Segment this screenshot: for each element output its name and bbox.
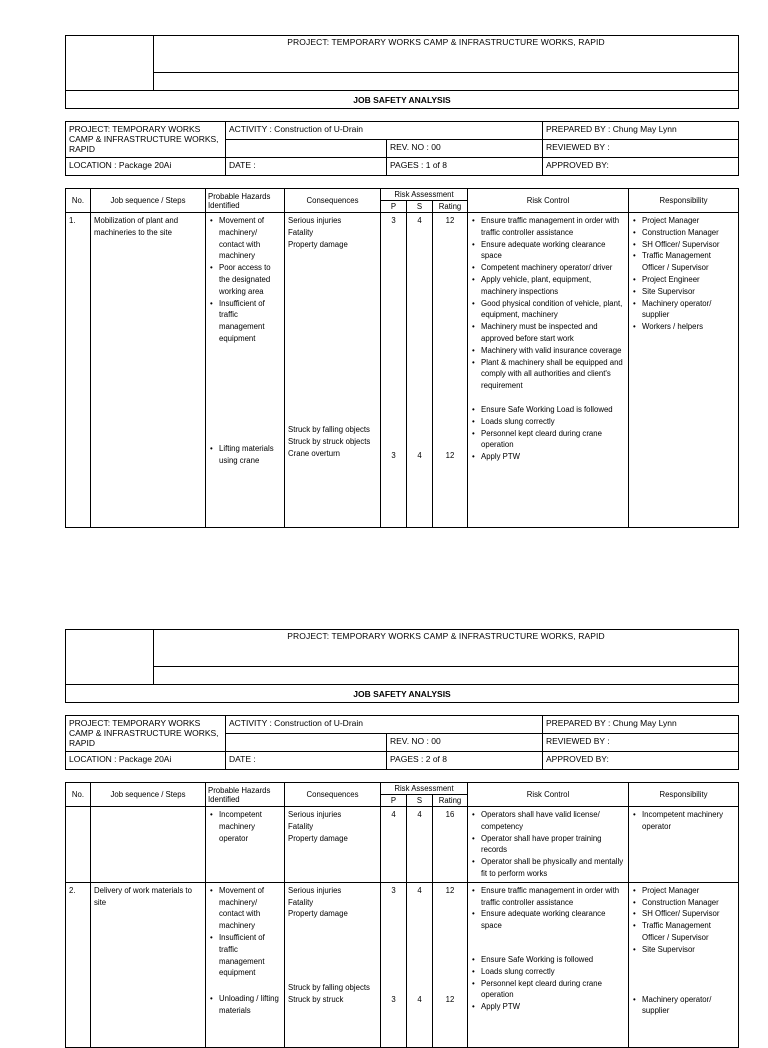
consequence-line: Struck by falling objects — [288, 983, 370, 993]
control-list-1 — [471, 885, 625, 932]
row-p — [381, 213, 407, 528]
row-no: 1. — [66, 213, 91, 528]
list-item: • Apply PTW — [471, 451, 625, 463]
consequence-line: Fatality — [288, 227, 314, 237]
document-title: JOB SAFETY ANALYSIS — [66, 91, 739, 109]
list-item: • Good physical condition of vehicle, plant, equipment, machinery — [471, 298, 625, 322]
info-pages: PAGES : 1 of 8 — [387, 158, 543, 176]
col-responsibility: Responsibility — [629, 783, 739, 807]
list-item: • Competent machinery operator/ driver — [471, 262, 625, 274]
col-s: S — [407, 201, 433, 213]
col-s: S — [407, 795, 433, 807]
row-responsibility — [629, 213, 739, 528]
list-item: • Personnel kept cleard during crane operation — [471, 978, 625, 1002]
info-project: PROJECT: TEMPORARY WORKS CAMP & INFRASTRUCTURE WORKS, RAPID — [66, 122, 226, 158]
row-job: Delivery of work materials to site — [91, 882, 206, 1047]
info-reviewed-by: REVIEWED BY : — [543, 140, 739, 158]
row-hazards — [206, 882, 285, 1047]
list-item: • Project Manager — [632, 215, 735, 227]
list-item: • Construction Manager — [632, 227, 735, 239]
col-rating: Rating — [433, 201, 468, 213]
col-p: P — [381, 795, 407, 807]
row-s: 4 — [407, 807, 433, 883]
col-no: No. — [66, 783, 91, 807]
info-date: DATE : — [226, 752, 387, 770]
row-job: Mobilization of plant and machineries to the site — [91, 213, 206, 528]
header-project: PROJECT: TEMPORARY WORKS CAMP & INFRASTRUCTURE WORKS, RAPID — [154, 630, 739, 667]
row-no — [66, 807, 91, 883]
p-value-2: 3 — [391, 450, 396, 460]
col-hazards: Probable Hazards Identified — [206, 189, 285, 213]
consequence-line: Struck by falling objects — [288, 425, 370, 435]
list-item: • Machinery with valid insurance coverage — [471, 345, 625, 357]
row-p — [381, 882, 407, 1047]
info-approved-by: APPROVED BY: — [543, 752, 739, 770]
consequences-list-2 — [288, 424, 377, 459]
jsa-table — [65, 782, 739, 1048]
logo-cell — [66, 36, 154, 91]
info-rev-no: REV. NO : 00 — [387, 734, 543, 752]
list-item: • Lifting materials using crane — [209, 443, 281, 467]
hazards-list-2 — [209, 443, 281, 467]
info-activity: ACTIVITY : Construction of U-Drain — [226, 122, 543, 140]
consequences-list-1 — [288, 215, 377, 250]
list-item: • Unloading / lifting materials — [209, 993, 281, 1017]
col-risk: Risk Assessment — [381, 783, 468, 795]
rating-value-1: 12 — [445, 885, 455, 895]
list-item: • Site Supervisor — [632, 944, 735, 956]
list-item: • Poor access to the designated working area — [209, 262, 281, 297]
col-risk: Risk Assessment — [381, 189, 468, 201]
consequence-line: Fatality — [288, 897, 314, 907]
consequences-list — [288, 809, 377, 844]
list-item: • Ensure adequate working clearance space — [471, 239, 625, 263]
consequences-list-1 — [288, 885, 377, 920]
info-pages: PAGES : 2 of 8 — [387, 752, 543, 770]
list-item: • Workers / helpers — [632, 321, 735, 333]
list-item: • Apply vehicle, plant, equipment, machinery inspections — [471, 274, 625, 298]
list-item: • Site Supervisor — [632, 286, 735, 298]
s-value-1: 4 — [417, 216, 422, 225]
row-s — [407, 213, 433, 528]
info-table — [65, 121, 739, 176]
hazards-list-1 — [209, 885, 281, 979]
col-p: P — [381, 201, 407, 213]
col-control: Risk Control — [468, 189, 629, 213]
list-item: • Ensure traffic management in order with traffic controller assistance — [471, 885, 625, 909]
list-item: • Project Manager — [632, 885, 735, 897]
list-item: • SH Officer/ Supervisor — [632, 239, 735, 251]
responsibility-list-2 — [632, 994, 735, 1018]
consequence-line: Struck by struck objects — [288, 437, 371, 447]
list-item: • Personnel kept cleard during crane operation — [471, 428, 625, 452]
info-table — [65, 715, 739, 770]
consequence-line: Property damage — [288, 239, 348, 249]
consequence-line: Property damage — [288, 833, 348, 843]
control-list-1 — [471, 215, 625, 392]
info-date: DATE : — [226, 158, 387, 176]
rating-value-2: 12 — [445, 450, 455, 460]
document-title: JOB SAFETY ANALYSIS — [66, 685, 739, 703]
jsa-table — [65, 188, 739, 528]
info-location: LOCATION : Package 20Ai — [66, 158, 226, 176]
row-hazards — [206, 807, 285, 883]
responsibility-list-1 — [632, 885, 735, 956]
col-no: No. — [66, 189, 91, 213]
info-approved-by: APPROVED BY: — [543, 158, 739, 176]
col-responsibility: Responsibility — [629, 189, 739, 213]
row-responsibility — [629, 882, 739, 1047]
consequence-line: Serious injuries — [288, 810, 342, 819]
control-list-2 — [471, 954, 625, 1013]
header-blank — [154, 667, 739, 685]
consequence-line: Fatality — [288, 821, 314, 831]
info-activity: ACTIVITY : Construction of U-Drain — [226, 716, 543, 734]
list-item: • Movement of machinery/ contact with machinery — [209, 215, 281, 262]
consequences-list-2 — [288, 982, 377, 1006]
col-control: Risk Control — [468, 783, 629, 807]
list-item: • Plant & machinery shall be equipped and comply with all authorities and client's requirement — [471, 357, 625, 392]
p-value-1: 3 — [391, 885, 396, 895]
row-rating — [433, 213, 468, 528]
header-table — [65, 629, 739, 703]
rating-value-1: 12 — [445, 216, 455, 225]
row-control — [468, 882, 629, 1047]
list-item: • Ensure adequate working clearance space — [471, 908, 625, 932]
list-item: • Insufficient of traffic management equipment — [209, 932, 281, 979]
table-row — [66, 213, 739, 528]
row-responsibility — [629, 807, 739, 883]
info-reviewed-by: REVIEWED BY : — [543, 734, 739, 752]
responsibility-list — [632, 215, 735, 333]
row-consequences — [285, 213, 381, 528]
row-consequences — [285, 882, 381, 1047]
consequence-line: Property damage — [288, 909, 348, 919]
list-item: • Ensure traffic management in order with traffic controller assistance — [471, 215, 625, 239]
info-prepared-by: PREPARED BY : Chung May Lynn — [543, 122, 739, 140]
list-item: • Project Engineer — [632, 274, 735, 286]
row-no: 2. — [66, 882, 91, 1047]
consequence-line: Struck by struck — [288, 994, 344, 1004]
row-control — [468, 213, 629, 528]
list-item: • Traffic Management Officer / Supervisor — [632, 920, 735, 944]
p-value-2: 3 — [391, 994, 396, 1004]
list-item: • Machinery must be inspected and approved before start work — [471, 321, 625, 345]
hazards-list — [209, 809, 281, 844]
consequence-line: Serious injuries — [288, 885, 342, 895]
list-item: • Machinery operator/ supplier — [632, 298, 735, 322]
info-blank — [226, 734, 387, 752]
consequence-line: Crane overturn — [288, 448, 341, 458]
table-row — [66, 807, 739, 883]
list-item: • Machinery operator/ supplier — [632, 994, 735, 1018]
list-item: • Insufficient of traffic management equipment — [209, 298, 281, 345]
list-item: • Loads slung correctly — [471, 966, 625, 978]
list-item: • Ensure Safe Working Load is followed — [471, 404, 625, 416]
list-item: • Apply PTW — [471, 1001, 625, 1013]
control-list — [471, 809, 625, 880]
row-rating — [433, 882, 468, 1047]
page-1 — [65, 35, 739, 528]
info-blank — [226, 140, 387, 158]
header-project: PROJECT: TEMPORARY WORKS CAMP & INFRASTRUCTURE WORKS, RAPID — [154, 36, 739, 73]
s-value-2: 4 — [417, 994, 422, 1004]
page-2 — [65, 629, 739, 1048]
list-item: • Operator shall have proper training records — [471, 833, 625, 857]
row-consequences — [285, 807, 381, 883]
control-list-2 — [471, 404, 625, 463]
list-item: • Operators shall have valid license/ competency — [471, 809, 625, 833]
row-rating: 16 — [433, 807, 468, 883]
row-s — [407, 882, 433, 1047]
info-project: PROJECT: TEMPORARY WORKS CAMP & INFRASTRUCTURE WORKS, RAPID — [66, 716, 226, 752]
list-item: • Movement of machinery/ contact with machinery — [209, 885, 281, 932]
consequence-line: Serious injuries — [288, 216, 342, 225]
col-consequences: Consequences — [285, 783, 381, 807]
list-item: • Loads slung correctly — [471, 416, 625, 428]
responsibility-list — [632, 809, 735, 833]
list-item: • Construction Manager — [632, 897, 735, 909]
row-hazards — [206, 213, 285, 528]
rating-value-2: 12 — [445, 994, 455, 1004]
row-p: 4 — [381, 807, 407, 883]
table-row — [66, 882, 739, 1047]
col-job: Job sequence / Steps — [91, 783, 206, 807]
p-value-1: 3 — [391, 216, 396, 225]
list-item: • Ensure Safe Working is followed — [471, 954, 625, 966]
col-consequences: Consequences — [285, 189, 381, 213]
hazards-list-1 — [209, 215, 281, 345]
col-job: Job sequence / Steps — [91, 189, 206, 213]
header-blank — [154, 73, 739, 91]
col-hazards: Probable Hazards Identified — [206, 783, 285, 807]
s-value-1: 4 — [417, 885, 422, 895]
list-item: • Operator shall be physically and mentally fit to perform works — [471, 856, 625, 880]
s-value-2: 4 — [417, 450, 422, 460]
info-prepared-by: PREPARED BY : Chung May Lynn — [543, 716, 739, 734]
info-location: LOCATION : Package 20Ai — [66, 752, 226, 770]
hazards-list-2 — [209, 993, 281, 1017]
info-rev-no: REV. NO : 00 — [387, 140, 543, 158]
col-rating: Rating — [433, 795, 468, 807]
row-job — [91, 807, 206, 883]
list-item: • SH Officer/ Supervisor — [632, 908, 735, 920]
row-control — [468, 807, 629, 883]
list-item: • Incompetent machinery operator — [632, 809, 735, 833]
list-item: • Incompetent machinery operator — [209, 809, 281, 844]
header-table — [65, 35, 739, 109]
list-item: • Traffic Management Officer / Supervisor — [632, 250, 735, 274]
logo-cell — [66, 630, 154, 685]
